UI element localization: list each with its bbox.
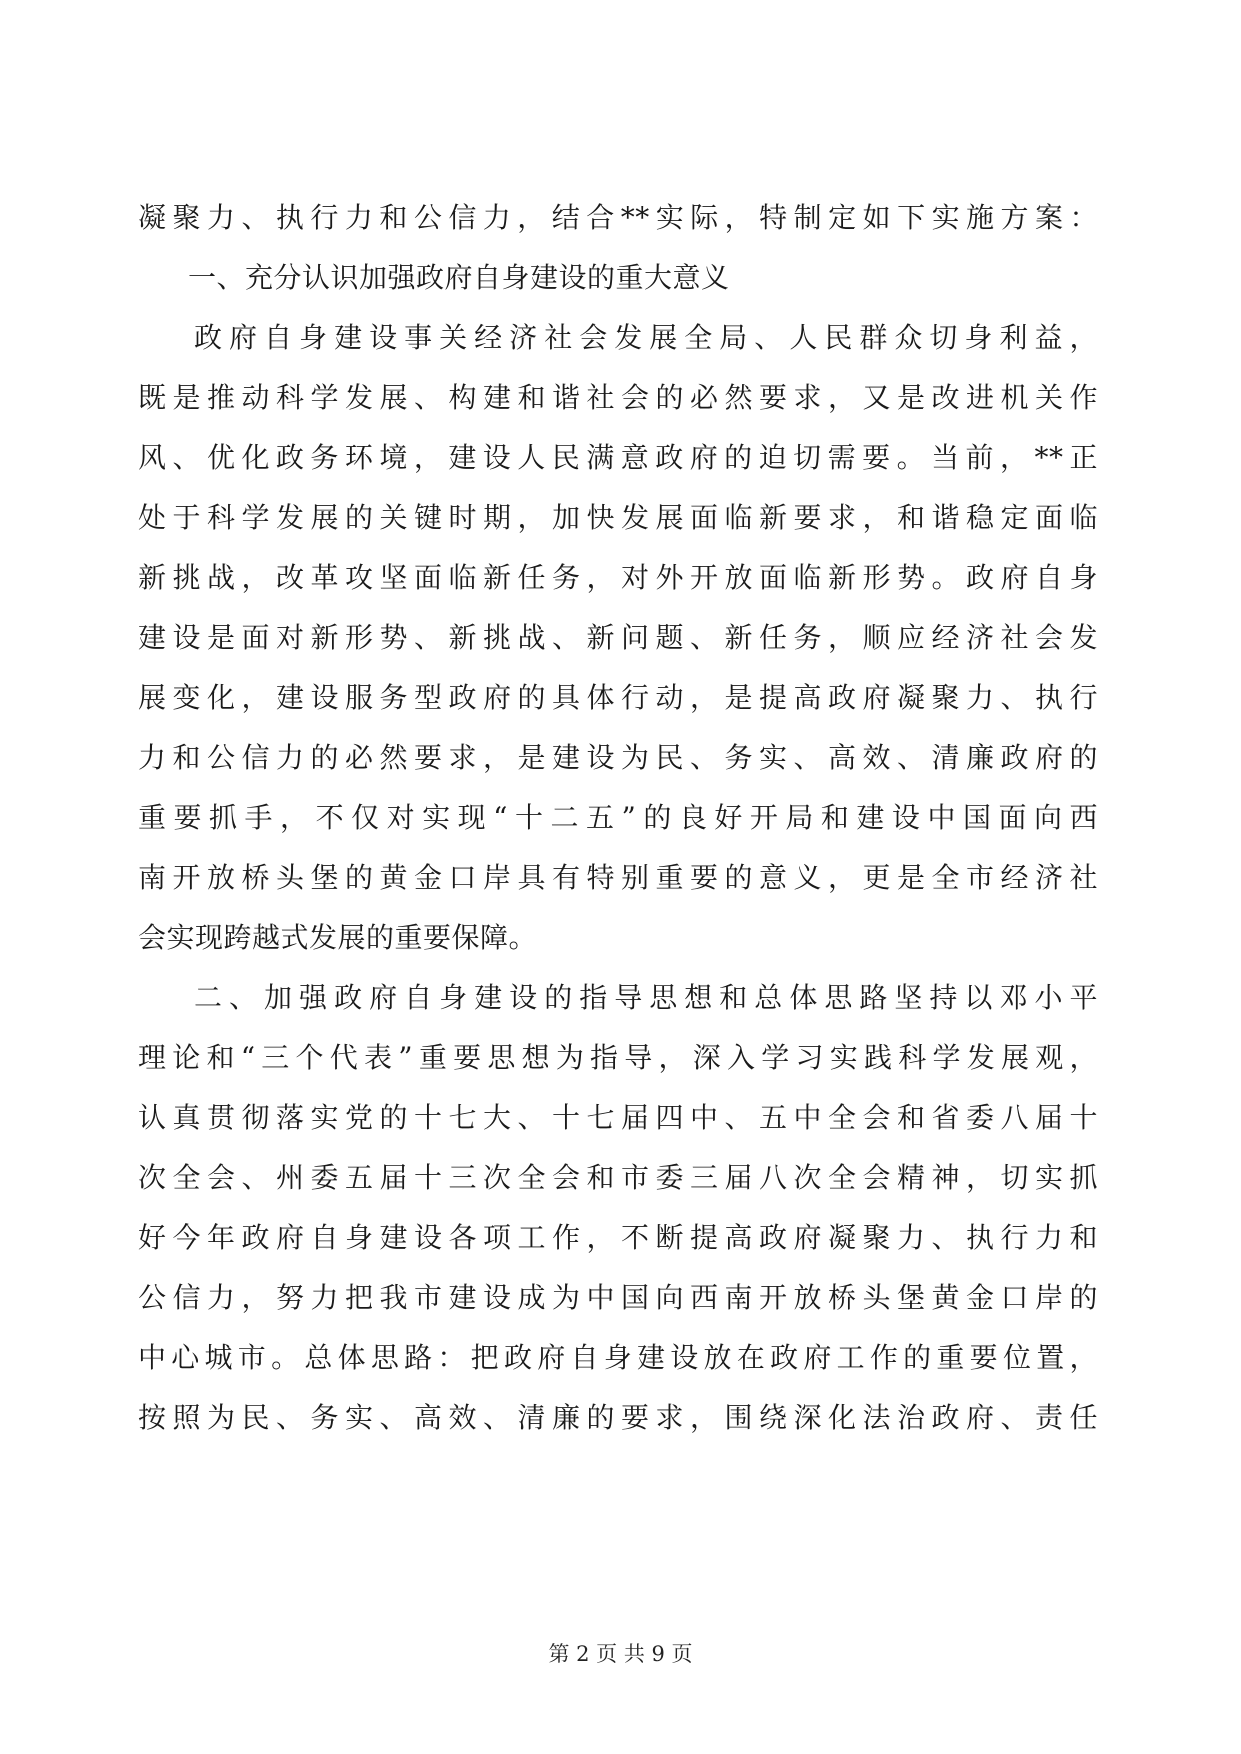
text-line: 风、优化政务环境，建设人民满意政府的迫切需要。当前，**正 xyxy=(138,441,1098,474)
text-line: 公信力，努力把我市建设成为中国向西南开放桥头堡黄金口岸的 xyxy=(138,1281,1098,1314)
text-line: 展变化，建设服务型政府的具体行动，是提高政府凝聚力、执行 xyxy=(138,681,1098,714)
page-number-footer: 第 2 页 共 9 页 xyxy=(548,1642,693,1666)
text-line: 按照为民、务实、高效、清廉的要求，围绕深化法治政府、责任 xyxy=(138,1401,1098,1434)
text-line: 认真贯彻落实党的十七大、十七届四中、五中全会和省委八届十 xyxy=(138,1101,1098,1134)
text-line: 会实现跨越式发展的重要保障。 xyxy=(138,921,538,954)
text-line: 南开放桥头堡的黄金口岸具有特别重要的意义，更是全市经济社 xyxy=(138,861,1098,894)
document-body xyxy=(138,188,1098,1448)
text-line: 次全会、州委五届十三次全会和市委三届八次全会精神，切实抓 xyxy=(138,1161,1098,1194)
text-line: 重要抓手，不仅对实现“十二五”的良好开局和建设中国面向西 xyxy=(138,801,1098,834)
text-line: 建设是面对新形势、新挑战、新问题、新任务，顺应经济社会发 xyxy=(138,621,1098,654)
text-line: 力和公信力的必然要求，是建设为民、务实、高效、清廉政府的 xyxy=(138,741,1098,774)
text-line: 新挑战，改革攻坚面临新任务，对外开放面临新形势。政府自身 xyxy=(138,561,1098,594)
text-line: 中心城市。总体思路：把政府自身建设放在政府工作的重要位置， xyxy=(138,1341,1098,1374)
text-line: 凝聚力、执行力和公信力，结合**实际，特制定如下实施方案： xyxy=(138,201,1098,234)
text-line: 好今年政府自身建设各项工作，不断提高政府凝聚力、执行力和 xyxy=(138,1221,1098,1254)
text-line: 理论和“三个代表”重要思想为指导，深入学习实践科学发展观， xyxy=(138,1041,1098,1074)
section-heading-2: 二、加强政府自身建设的指导思想和总体思路坚持以邓小平 xyxy=(194,981,1098,1014)
paragraph-first-line: 政府自身建设事关经济社会发展全局、人民群众切身利益， xyxy=(194,321,1098,354)
section-heading-1: 一、充分认识加强政府自身建设的重大意义 xyxy=(188,261,730,294)
text-line: 既是推动科学发展、构建和谐社会的必然要求，又是改进机关作 xyxy=(138,381,1098,414)
text-line: 处于科学发展的关键时期，加快发展面临新要求，和谐稳定面临 xyxy=(138,501,1098,534)
